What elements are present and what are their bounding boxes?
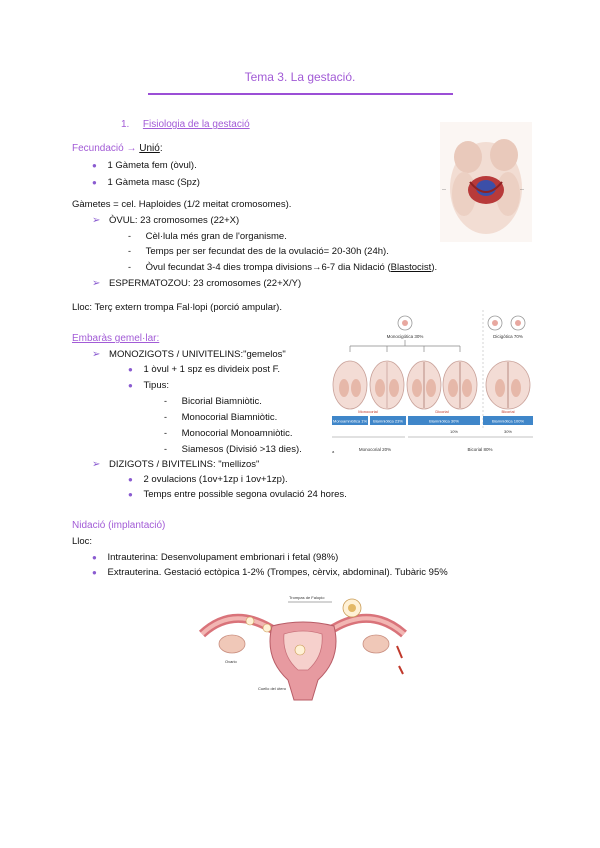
arrow-icon: → [126, 143, 137, 154]
dash-icon: - [128, 246, 131, 256]
bullet-icon: ● [92, 553, 97, 562]
list-item: ● Intrauterina: Desenvolupament embrionari i fetal (98%) [92, 552, 339, 563]
section-label: Fisiologia de la gestació [142, 119, 250, 130]
sac-dizygotic [486, 361, 530, 409]
label-cervix: Cuello del útero [258, 686, 287, 691]
bar-label: Biamniótica 100% [491, 418, 525, 424]
ovul-item: ➢ ÒVUL: 23 cromosomes (22+X) [92, 215, 240, 226]
sac-biamniotic-di [407, 361, 441, 409]
sub-item: - Cèl·lula més gran de l'organisme. [128, 231, 287, 242]
bullet-icon: ● [128, 381, 133, 390]
ovary-left [219, 635, 245, 653]
svg-text:—: — [520, 186, 524, 191]
sub-item: - Òvul fecundat 3-4 dies trompa divisions→6-7 dia Nidació (Blastocist). [128, 262, 438, 273]
label-ovary: Ovario [225, 659, 237, 664]
zygote-icon [515, 320, 521, 326]
arrow-bullet-icon: ➢ [92, 349, 101, 360]
implanted-embryo-icon [295, 645, 305, 655]
esperma-item: ➢ ESPERMATOZOU: 23 cromosomes (22+X/Y) [92, 278, 302, 289]
twins-in-uterus-illustration [440, 122, 532, 242]
type-item: - Monocorial Biamniòtic. [164, 412, 278, 423]
bar-label: Monoamniótica 1% [332, 418, 368, 424]
sub-item: - Temps per ser fecundat des de la ovulació= 20-30h (24h). [128, 246, 389, 257]
dash-icon: - [164, 444, 167, 454]
dash-icon: - [164, 412, 167, 422]
page-title: Tema 3. La gestació. [244, 70, 356, 84]
section-number: 1. [121, 119, 130, 130]
dash-icon: - [164, 428, 167, 438]
di-percent-label: Dicigótica 70% [493, 334, 523, 339]
type-item: - Bicorial Biamniòtic. [164, 396, 262, 407]
svg-text:—: — [442, 186, 446, 191]
colon: : [159, 143, 163, 154]
ovary-right [363, 635, 389, 653]
twin-types-diagram [330, 310, 535, 458]
embaras-heading: Embaràs gemel·lar: [72, 333, 160, 344]
sac-monoamniotic [333, 361, 367, 409]
list-item: ● 2 ovulacions (1ov+1zp i 1ov+1zp). [128, 474, 288, 485]
type-item: - Siamesos (Divisió >13 dies). [164, 444, 302, 455]
nidacio-lloc: Lloc: [72, 536, 93, 547]
group-label: Monocorial [358, 409, 378, 414]
zygote-icon [492, 320, 498, 326]
mono-percent-label: Monocigótica 30% [386, 334, 424, 339]
fecundacio-label: Fecundació [72, 143, 124, 154]
union-link: Unió [139, 143, 160, 154]
bottom-percent: Monocorial 20% [358, 447, 392, 452]
bullet-icon: ● [128, 475, 133, 484]
mono-item: ➢ MONOZIGOTS / UNIVITELINS:"gemelos" [92, 349, 286, 360]
embryo-stage-icon [246, 617, 254, 625]
dash-icon: - [164, 396, 167, 406]
bullet-icon: ● [128, 490, 133, 499]
embryo-stage-icon [263, 624, 271, 632]
type-item: - Monocorial Monoamniòtic. [164, 428, 293, 439]
list-item: ● 1 Gàmeta fem (òvul). [92, 160, 197, 171]
uterus-illustration [192, 588, 414, 716]
branch-lines [350, 340, 460, 352]
nidacio-heading: Nidació (implantació) [72, 520, 166, 531]
bullet-icon: ● [92, 178, 97, 187]
arrow-bullet-icon: ➢ [92, 278, 101, 289]
fecundacio-heading [72, 143, 163, 154]
zygote-icon [402, 320, 408, 326]
corner-letter: a [332, 449, 335, 454]
arrow-bullet-icon: ➢ [92, 215, 101, 226]
list-item: ● Extrauterina. Gestació ectòpica 1-2% (Trompes, cèrvix, abdominal). Tubàric 95% [92, 567, 448, 578]
label-tubes: Trompas de Falopio [289, 595, 325, 600]
sac-biamniotic-mono [370, 361, 404, 409]
group-label: Bicorial [501, 409, 515, 414]
bullet-icon: ● [92, 568, 97, 577]
group-label: Dicorial [435, 409, 449, 414]
gametes-text: Gàmetes = cel. Haploides (1/2 meitat cromosomes). [72, 199, 292, 210]
list-item: ● 1 Gàmeta masc (Spz) [92, 177, 200, 188]
section-heading [121, 119, 250, 130]
bottom-percent: Bicorial 80% [467, 447, 493, 452]
list-item: ● 1 òvul + 1 spz es divideix post F. [128, 364, 280, 375]
bullet-icon: ● [128, 365, 133, 374]
list-item: ● Tipus: [128, 380, 170, 391]
dash-icon: - [128, 231, 131, 241]
arrow-bullet-icon: ➢ [92, 459, 101, 470]
bullet-icon: ● [92, 161, 97, 170]
dash-icon: - [128, 262, 131, 272]
blastocist-link: Blastocist [390, 262, 432, 273]
bar-label: Biamniótica 23% [373, 418, 403, 424]
mid-percent: 30% [503, 429, 513, 434]
title-underline [148, 93, 453, 95]
lloc-text: Lloc: Terç extern trompa Fal·lopi (porció ampular). [72, 302, 282, 313]
sac-separate-a [443, 361, 477, 409]
di-item: ➢ DIZIGOTS / BIVITELINS: "mellizos" [92, 459, 260, 470]
mid-percent: 10% [449, 429, 459, 434]
list-item: ● Temps entre possible segona ovulació 24 hores. [128, 489, 347, 500]
bar-label: Biamniótica 30% [429, 418, 459, 424]
